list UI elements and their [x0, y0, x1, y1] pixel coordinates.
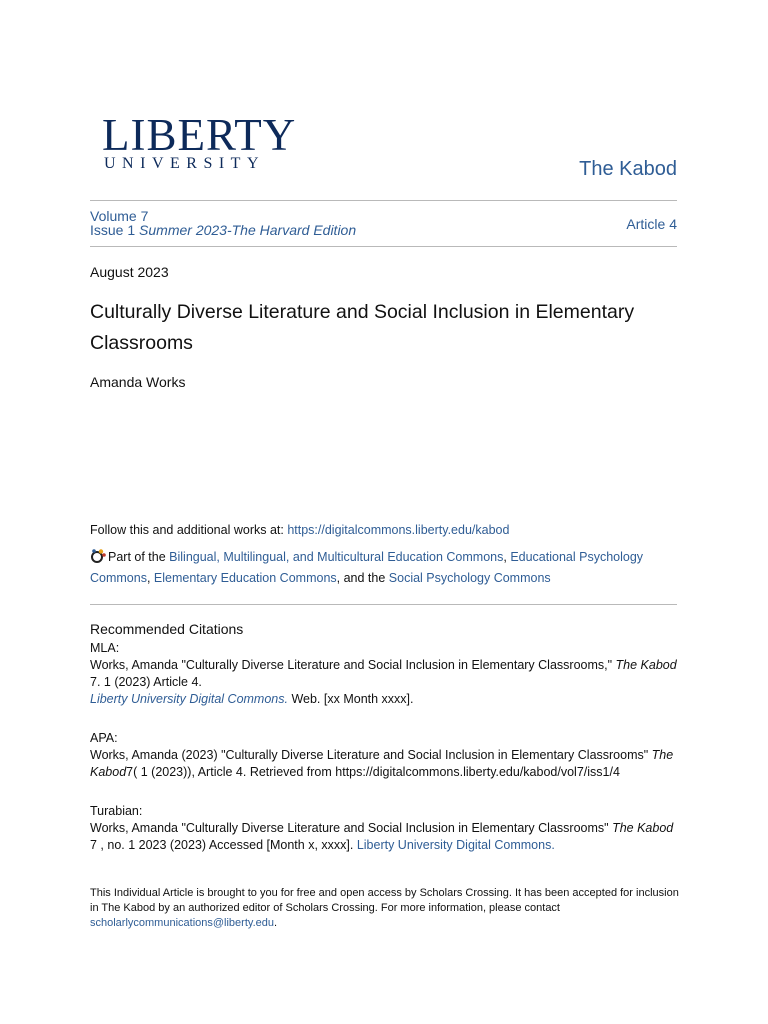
bilingual-commons-link[interactable]: Bilingual, Multilingual, and Multicultural Education Commons	[169, 550, 504, 564]
turabian-journal: The Kabod	[612, 821, 674, 835]
separator: ,	[503, 550, 511, 564]
separator: , and the	[336, 570, 389, 585]
apa-label: APA:	[90, 731, 118, 745]
mla-label: MLA:	[90, 641, 120, 655]
apa-text-2: 7( 1 (2023)), Article 4. Retrieved from https://digitalcommons.liberty.edu/kabod/vol7/iss1/4	[126, 765, 620, 779]
open-access-icon	[90, 548, 106, 564]
turabian-body	[90, 820, 680, 854]
mla-digital-commons-link[interactable]: Liberty University Digital Commons.	[90, 692, 288, 706]
follow-url-link[interactable]: https://digitalcommons.liberty.edu/kabod	[287, 523, 510, 537]
recommended-citations-heading: Recommended Citations	[90, 621, 244, 637]
turabian-text: Works, Amanda "Culturally Diverse Literature and Social Inclusion in Elementary Classrooms"	[90, 821, 613, 835]
follow-label: Follow this and additional works at:	[90, 523, 288, 537]
social-psychology-commons-link[interactable]: Social Psychology Commons	[388, 570, 551, 585]
liberty-logo-wordmark: LIBERTY	[102, 110, 297, 160]
apa-text: Works, Amanda (2023) "Culturally Diverse Literature and Social Inclusion in Elementary Classrooms"	[90, 748, 652, 762]
turabian-text-2: 7 , no. 1 2023 (2023) Accessed [Month x, xxxx].	[90, 838, 357, 852]
part-of-prefix: Part of the	[108, 550, 170, 564]
turabian-digital-commons-link[interactable]: Liberty University Digital Commons.	[356, 838, 555, 852]
mla-tail	[90, 691, 680, 708]
journal-title-link[interactable]: The Kabod	[579, 158, 677, 180]
apa-journal: The Kabod	[90, 748, 674, 779]
educational-psychology-commons-link[interactable]: Educational Psychology Commons	[90, 550, 644, 585]
mla-body	[90, 657, 680, 691]
part-of-commons	[90, 547, 680, 588]
apa-citation	[90, 730, 680, 781]
elementary-education-commons-link[interactable]: Elementary Education Commons	[153, 570, 337, 585]
contact-email-link[interactable]: scholarlycommunications@liberty.edu	[90, 917, 274, 929]
mla-citation	[90, 640, 680, 708]
mla-journal: The Kabod	[615, 658, 677, 672]
access-notice-end: .	[273, 917, 278, 929]
article-title: Culturally Diverse Literature and Social Inclusion in Elementary Classrooms	[90, 301, 635, 354]
author-name: Amanda Works	[90, 374, 186, 390]
issue-divider	[90, 246, 677, 247]
liberty-logo-subtitle: UNIVERSITY	[104, 155, 265, 172]
separator: ,	[146, 570, 154, 585]
article-number-link[interactable]: Article 4	[626, 216, 677, 232]
header-divider	[90, 200, 677, 201]
issue-line[interactable]	[90, 223, 356, 237]
issue-number: Issue 1	[90, 222, 136, 238]
volume-link[interactable]: Volume 7	[90, 208, 149, 224]
issue-title: Summer 2023-The Harvard Edition	[139, 222, 357, 238]
turabian-label: Turabian:	[90, 804, 143, 818]
mla-text: Works, Amanda "Culturally Diverse Literature and Social Inclusion in Elementary Classrooms,"	[90, 658, 616, 672]
publication-date: August 2023	[90, 264, 169, 280]
citations-divider	[90, 604, 677, 605]
mla-text-3: Web. [xx Month xxxx].	[287, 692, 414, 706]
follow-line	[90, 523, 509, 537]
apa-body	[90, 747, 680, 781]
turabian-citation	[90, 803, 680, 854]
access-notice	[90, 886, 680, 931]
mla-text-2: 7. 1 (2023) Article 4.	[90, 675, 202, 689]
access-notice-text: This Individual Article is brought to you for free and open access by Scholars Crossing. It has been accepted for inclusion in The Kabod by an authorized editor of Scholars Crossing. For more information, please contact	[90, 887, 679, 914]
